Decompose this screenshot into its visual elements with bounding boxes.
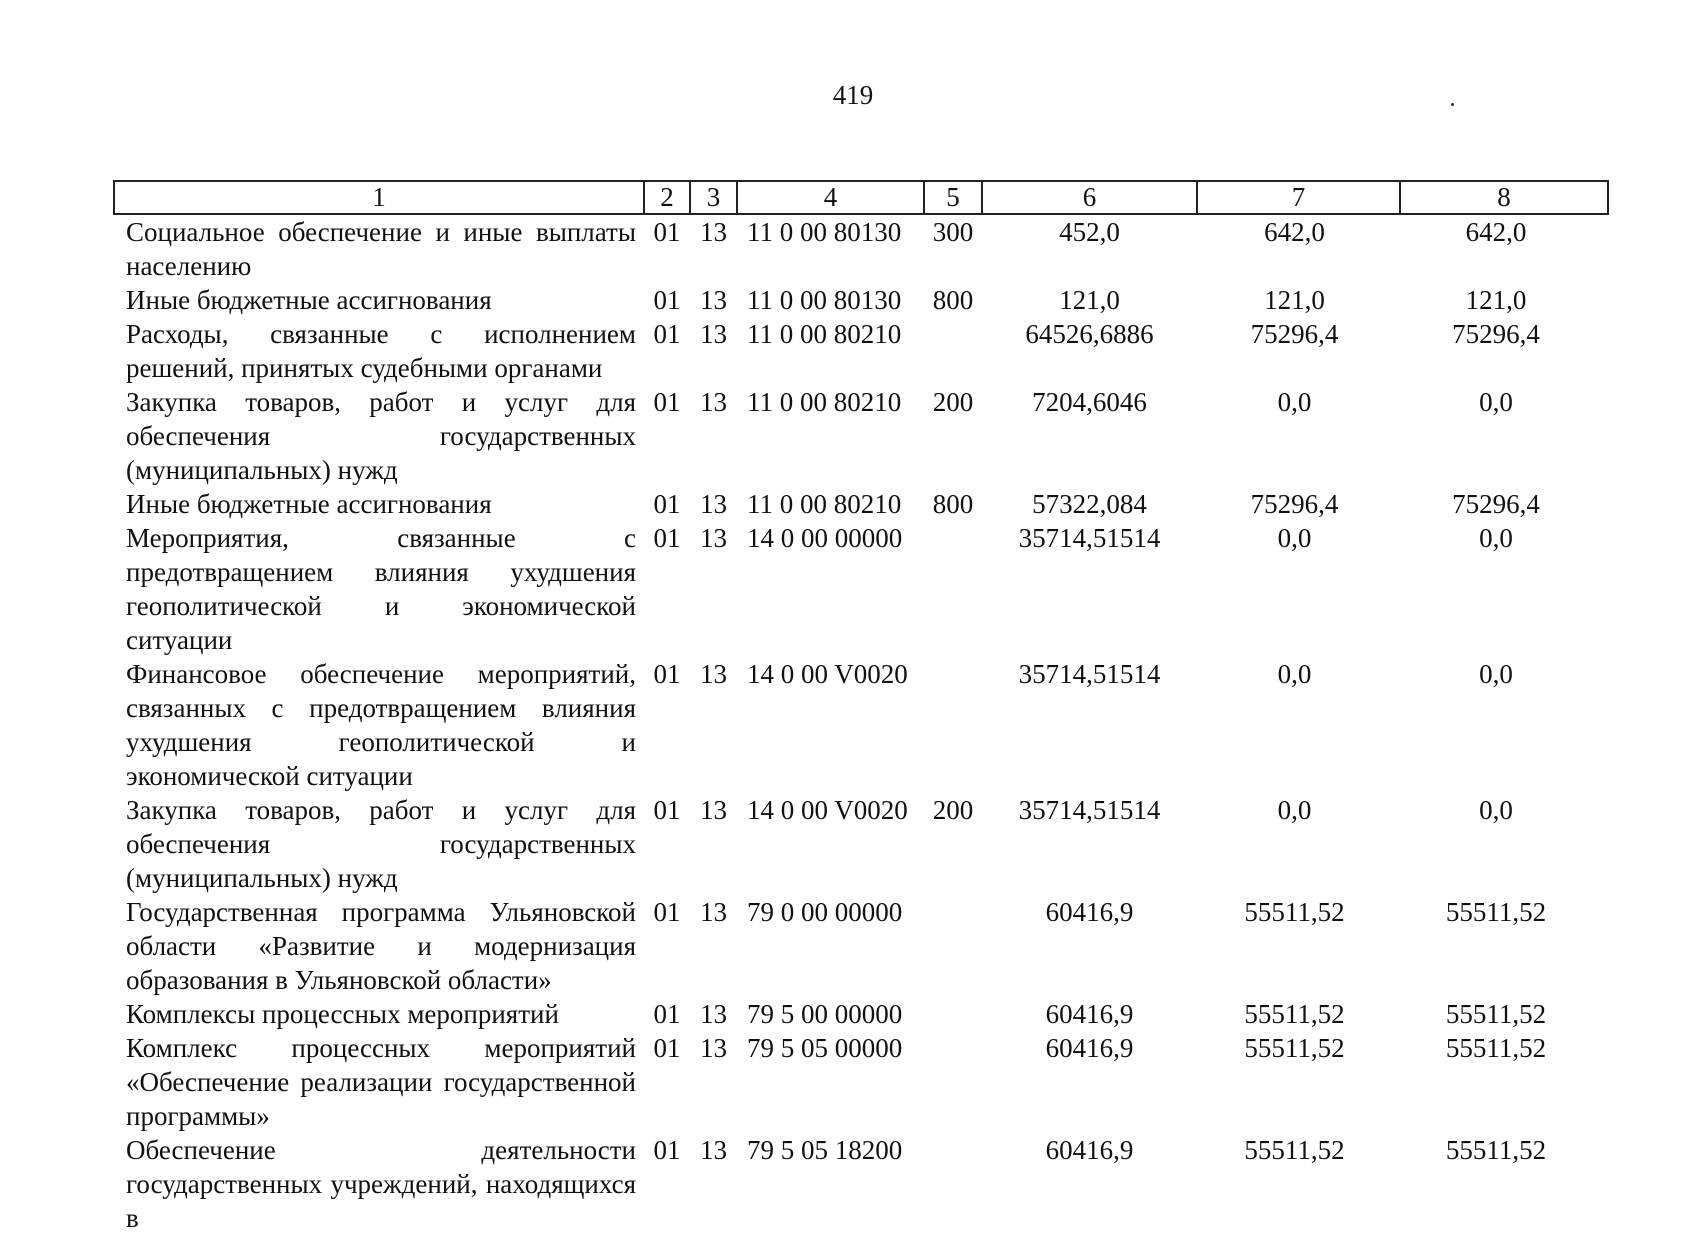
column-header: 1 — [114, 181, 644, 214]
target-article-code: 11 0 00 80130 — [747, 217, 902, 247]
section-code: 01 — [653, 523, 681, 553]
expense-type-code: 300 — [932, 217, 974, 247]
amount-col7: 75296,4 — [1250, 489, 1339, 519]
amount-col7: 55511,52 — [1244, 1033, 1345, 1063]
subsection-code: 13 — [700, 795, 727, 825]
expense-type-code: 800 — [932, 285, 974, 315]
target-article-code: 11 0 00 80130 — [747, 285, 902, 315]
target-article-code: 79 0 00 00000 — [747, 897, 903, 927]
row-name: Финансовое обеспечение мероприятий, связанных с предотвращением влияния ухудшения геополитической и экономической ситуации — [126, 659, 636, 791]
column-header: 3 — [690, 181, 737, 214]
amount-col8: 642,0 — [1465, 217, 1527, 247]
subsection-code: 13 — [700, 489, 727, 519]
section-code: 01 — [653, 285, 681, 315]
expense-type-code: 800 — [932, 489, 974, 519]
expense-type-code — [924, 657, 982, 793]
column-number-header-row — [114, 181, 1608, 214]
amount-col7: 121,0 — [1264, 285, 1325, 315]
row-name: Закупка товаров, работ и услуг для обеспечения государственных (муниципальных) нужд — [126, 795, 636, 893]
amount-col8: 55511,52 — [1445, 999, 1547, 1029]
column-header: 7 — [1197, 181, 1400, 214]
table-row — [114, 895, 1608, 997]
row-name: Мероприятия, связанные с предотвращением влияния ухудшения геополитической и экономической ситуации — [126, 523, 636, 655]
target-article-code: 79 5 05 00000 — [747, 1033, 903, 1063]
column-header: 6 — [982, 181, 1197, 214]
amount-col7: 0,0 — [1277, 523, 1312, 553]
target-article-code: 14 0 00 V0020 — [747, 795, 908, 825]
subsection-code: 13 — [700, 217, 727, 247]
table-row — [114, 793, 1608, 895]
subsection-code: 13 — [700, 897, 727, 927]
subsection-code: 13 — [700, 659, 727, 689]
amount-col7: 0,0 — [1277, 659, 1312, 689]
section-code: 01 — [653, 489, 681, 519]
column-header: 5 — [924, 181, 982, 214]
row-name: Комплексы процессных мероприятий — [126, 999, 559, 1029]
table-row — [114, 657, 1608, 793]
subsection-code: 13 — [700, 1135, 727, 1165]
amount-col6: 60416,9 — [1045, 999, 1134, 1029]
expense-type-code — [924, 521, 982, 657]
table-row — [114, 1133, 1608, 1235]
column-header: 8 — [1400, 181, 1608, 214]
target-article-code: 11 0 00 80210 — [747, 387, 902, 417]
section-code: 01 — [653, 319, 681, 349]
expense-type-code: 200 — [932, 795, 974, 825]
target-article-code: 79 5 05 18200 — [747, 1135, 903, 1165]
column-header: 2 — [644, 181, 690, 214]
amount-col8: 0,0 — [1479, 387, 1513, 417]
section-code: 01 — [653, 1033, 681, 1063]
amount-col8: 0,0 — [1479, 795, 1513, 825]
amount-col8: 75296,4 — [1452, 319, 1540, 349]
expense-type-code: 200 — [932, 387, 974, 417]
amount-col6: 60416,9 — [1045, 1033, 1134, 1063]
target-article-code: 14 0 00 V0020 — [747, 659, 908, 689]
target-article-code: 79 5 00 00000 — [747, 999, 903, 1029]
amount-col7: 55511,52 — [1244, 1135, 1345, 1165]
amount-col8: 75296,4 — [1452, 489, 1540, 519]
expense-type-code — [924, 997, 982, 1031]
amount-col8: 55511,52 — [1445, 1033, 1547, 1063]
amount-col7: 642,0 — [1264, 217, 1325, 247]
table-row — [114, 521, 1608, 657]
amount-col6: 57322,084 — [1032, 489, 1147, 519]
amount-col7: 55511,52 — [1244, 897, 1345, 927]
subsection-code: 13 — [700, 319, 727, 349]
expense-type-code — [924, 1031, 982, 1133]
section-code: 01 — [653, 999, 681, 1029]
subsection-code: 13 — [700, 523, 727, 553]
budget-table-container — [113, 180, 1607, 1235]
amount-col6: 35714,51514 — [1018, 659, 1161, 689]
subsection-code: 13 — [700, 387, 727, 417]
row-name: Обеспечение деятельности государственных учреждений, находящихся в — [126, 1135, 636, 1233]
amount-col6: 35714,51514 — [1018, 523, 1161, 553]
amount-col8: 121,0 — [1465, 285, 1527, 315]
section-code: 01 — [653, 795, 681, 825]
amount-col6: 60416,9 — [1045, 1135, 1134, 1165]
section-code: 01 — [653, 897, 681, 927]
amount-col7: 75296,4 — [1250, 319, 1339, 349]
expense-type-code — [924, 895, 982, 997]
amount-col8: 55511,52 — [1445, 1135, 1547, 1165]
amount-col8: 0,0 — [1479, 659, 1513, 689]
amount-col6: 452,0 — [1059, 217, 1120, 247]
table-row — [114, 283, 1608, 317]
amount-col6: 64526,6886 — [1025, 319, 1154, 349]
subsection-code: 13 — [700, 999, 727, 1029]
row-name: Иные бюджетные ассигнования — [126, 285, 492, 315]
target-article-code: 11 0 00 80210 — [747, 319, 902, 349]
amount-col7: 0,0 — [1277, 387, 1312, 417]
page-number: 419 — [832, 80, 874, 110]
amount-col6: 7204,6046 — [1032, 387, 1147, 417]
section-code: 01 — [653, 387, 681, 417]
section-code: 01 — [653, 1135, 681, 1165]
table-row — [114, 997, 1608, 1031]
amount-col6: 121,0 — [1059, 285, 1120, 315]
budget-table — [113, 180, 1609, 1235]
amount-col8: 0,0 — [1479, 523, 1513, 553]
target-article-code: 14 0 00 00000 — [747, 523, 903, 553]
scan-speck — [1451, 103, 1454, 106]
amount-col7: 0,0 — [1277, 795, 1312, 825]
row-name: Закупка товаров, работ и услуг для обеспечения государственных (муниципальных) нужд — [126, 387, 636, 485]
table-row — [114, 487, 1608, 521]
target-article-code: 11 0 00 80210 — [747, 489, 902, 519]
section-code: 01 — [653, 217, 681, 247]
amount-col8: 55511,52 — [1445, 897, 1547, 927]
table-row — [114, 1031, 1608, 1133]
expense-type-code — [924, 317, 982, 385]
amount-col7: 55511,52 — [1244, 999, 1345, 1029]
amount-col6: 35714,51514 — [1018, 795, 1161, 825]
row-name: Расходы, связанные с исполнением решений, принятых судебными органами — [126, 319, 636, 383]
section-code: 01 — [653, 659, 681, 689]
table-row — [114, 317, 1608, 385]
column-header: 4 — [737, 181, 924, 214]
row-name: Комплекс процессных мероприятий «Обеспечение реализации государственной программы» — [126, 1033, 636, 1131]
row-name: Социальное обеспечение и иные выплаты населению — [126, 217, 636, 281]
row-name: Государственная программа Ульяновской области «Развитие и модернизация образования в Ульяновской области» — [126, 897, 636, 995]
amount-col6: 60416,9 — [1045, 897, 1134, 927]
table-row — [114, 385, 1608, 487]
expense-type-code — [924, 1133, 982, 1235]
table-row — [114, 214, 1608, 283]
subsection-code: 13 — [700, 285, 727, 315]
subsection-code: 13 — [700, 1033, 727, 1063]
row-name: Иные бюджетные ассигнования — [126, 489, 492, 519]
table-body — [114, 214, 1608, 1235]
